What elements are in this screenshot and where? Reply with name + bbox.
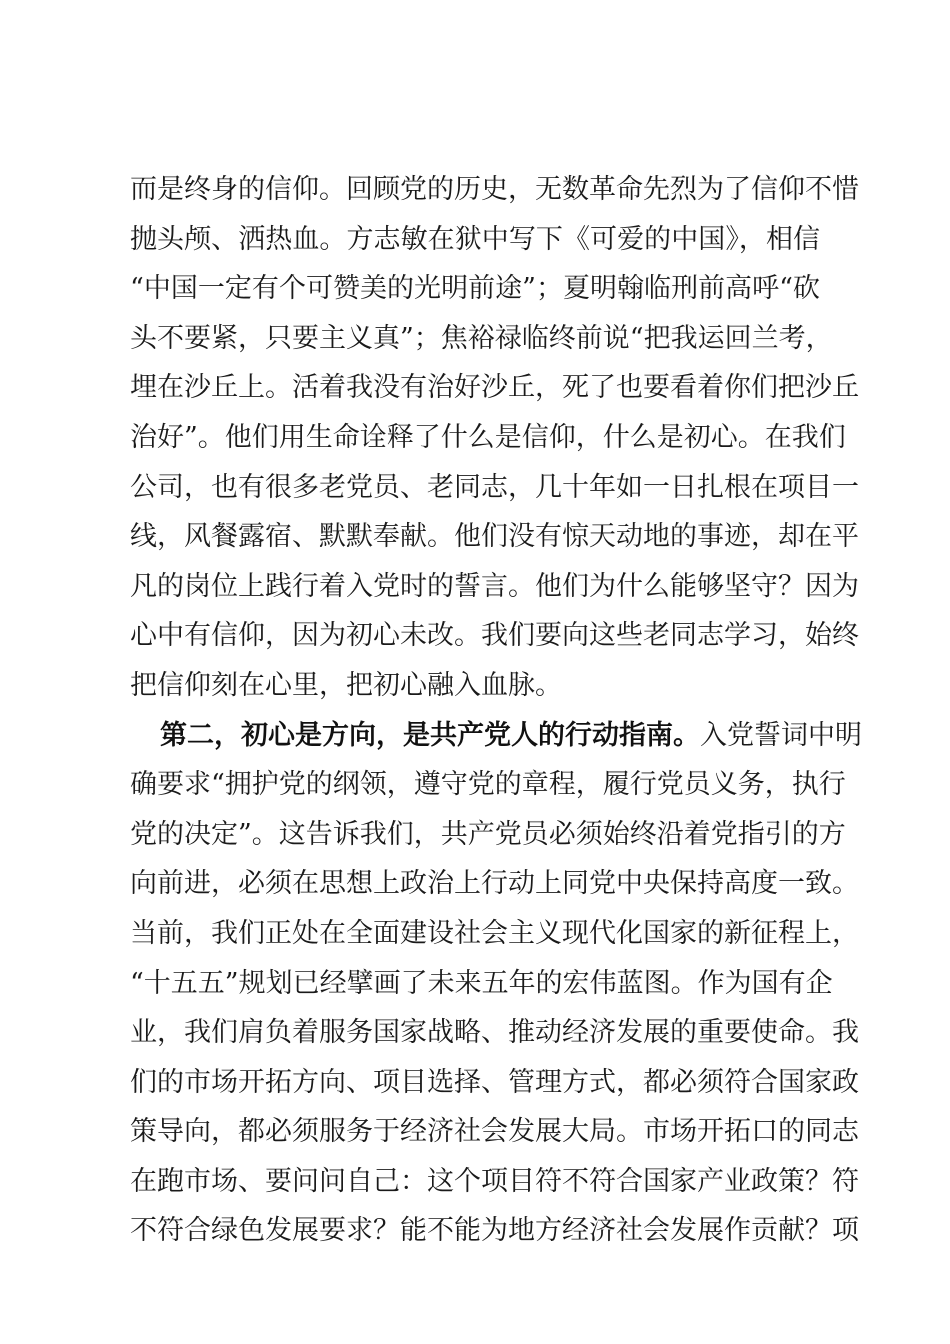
paragraph-2 [130,711,862,1257]
text-line: “十五五”规划已经擘画了未来五年的宏伟蓝图。作为国有企 [130,967,833,999]
text-line: 线，风餐露宿、默默奉献。他们没有惊天动地的事迹，却在平 [130,521,859,553]
text-line: 确要求“拥护党的纲领，遵守党的章程，履行党员义务，执行 [130,769,846,801]
text-line: 凡的岗位上践行着入党时的誓言。他们为什么能够坚守？因为 [130,570,859,602]
text-line: 抛头颅、洒热血。方志敏在狱中写下《可爱的中国》，相信 [130,223,820,255]
text-line: 策导向，都必须服务于经济社会发展大局。市场开拓口的同志 [130,1116,859,1148]
section-heading: 第二，初心是方向，是共产党人的行动指南。 [160,719,700,751]
text-line: 治好”。他们用生命诠释了什么是信仰，什么是初心。在我们 [130,421,846,453]
text-line: 公司，也有很多老党员、老同志，几十年如一日扎根在项目一 [130,471,859,503]
text-line: 而是终身的信仰。回顾党的历史，无数革命先烈为了信仰不惜 [130,174,859,205]
document-page [130,165,862,1256]
text-line: 不符合绿色发展要求？能不能为地方经济社会发展作贡献？项 [130,1215,859,1247]
text-line [130,711,862,761]
paragraph-1 [130,165,859,711]
text-line: 业，我们肩负着服务国家战略、推动经济发展的重要使命。我 [130,1017,859,1049]
text-line: 埋在沙丘上。活着我没有治好沙丘，死了也要看着你们把沙丘 [130,372,859,404]
text-line: 把信仰刻在心里，把初心融入血脉。 [130,669,562,701]
text-line: 党的决定”。这告诉我们，共产党员必须始终沿着党指引的方 [130,818,846,850]
text-line: 心中有信仰，因为初心未改。我们要向这些老同志学习，始终 [130,620,859,652]
text-line: 头不要紧，只要主义真”；焦裕禄临终前说“把我运回兰考， [130,322,833,354]
text-run: 入党誓词中明 [700,719,862,751]
text-line: “中国一定有个可赞美的光明前途”；夏明翰临刑前高呼“砍 [130,273,820,305]
text-line: 向前进，必须在思想上政治上行动上同党中央保持高度一致。 [130,868,859,900]
text-line: 们的市场开拓方向、项目选择、管理方式，都必须符合国家政 [130,1066,859,1098]
text-line: 在跑市场、要问问自己：这个项目符不符合国家产业政策？符 [130,1165,859,1197]
text-line: 当前，我们正处在全面建设社会主义现代化国家的新征程上， [130,917,859,949]
